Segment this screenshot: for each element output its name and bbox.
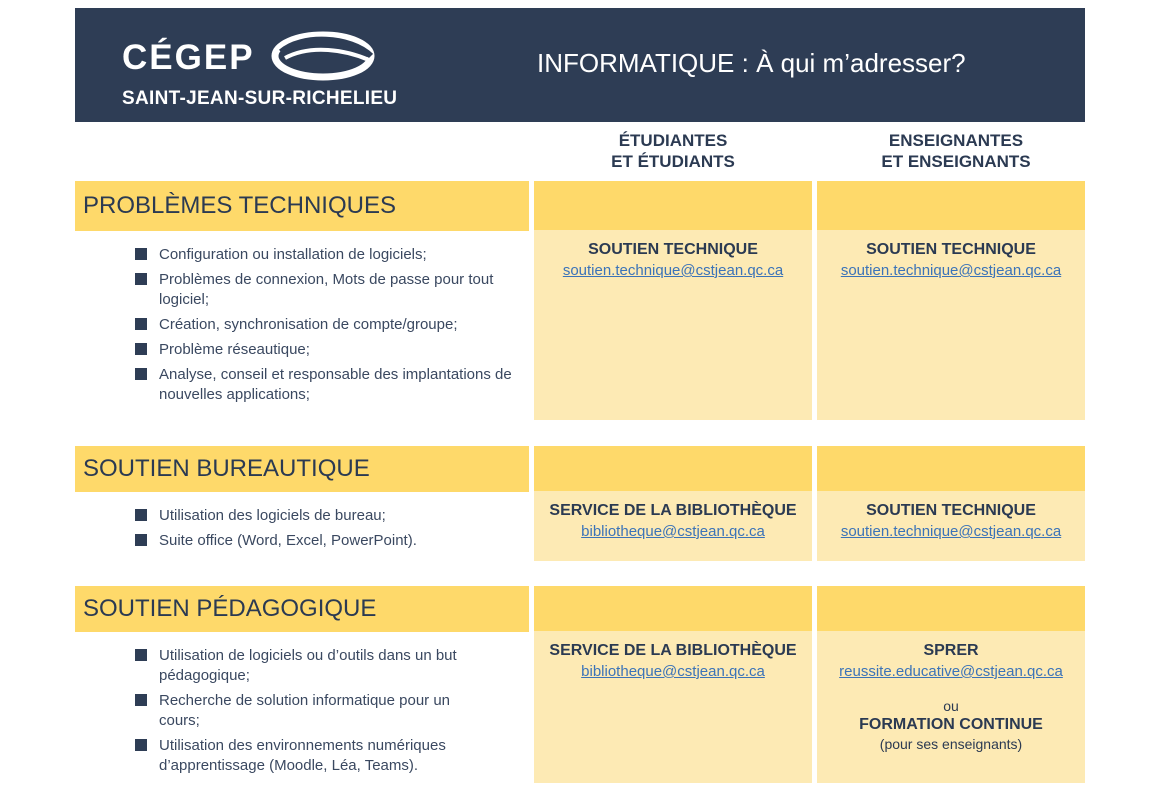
email-link[interactable]: soutien.technique@cstjean.qc.ca	[840, 262, 1062, 279]
page-title: INFORMATIQUE : À qui m’adresser?	[537, 48, 966, 78]
service-note: (pour ses enseignants)	[879, 736, 1023, 752]
list-item-text: Analyse, conseil et responsable des implantations de nouvelles applications;	[159, 366, 512, 403]
square-bullet-icon	[135, 343, 147, 355]
square-bullet-icon	[135, 248, 147, 260]
logo-swoosh-icon	[271, 26, 381, 86]
column-heading-teachers	[817, 130, 1095, 172]
email-link[interactable]: reussite.educative@cstjean.qc.ca	[839, 663, 1063, 680]
email-link[interactable]: bibliotheque@cstjean.qc.ca	[581, 663, 765, 680]
section-band	[817, 446, 1085, 491]
service-name: SERVICE DE LA BIBLIOTHÈQUE	[549, 502, 797, 519]
square-bullet-icon	[135, 649, 147, 661]
or-separator: ou	[943, 698, 959, 714]
list-item-text: Suite office (Word, Excel, PowerPoint).	[159, 532, 417, 549]
section-band	[817, 586, 1085, 631]
contact-cell-students	[534, 631, 812, 783]
column-heading-line: ET ENSEIGNANTS	[881, 152, 1031, 171]
section-band	[534, 586, 812, 631]
list-item	[135, 531, 530, 551]
email-link[interactable]: soutien.technique@cstjean.qc.ca	[840, 523, 1062, 540]
service-name: SERVICE DE LA BIBLIOTHÈQUE	[549, 642, 797, 659]
list-item-text: Utilisation des environnements numériques d’apprentissage (Moodle, Léa, Teams).	[159, 737, 446, 774]
service-name-secondary: FORMATION CONTINUE	[859, 716, 1043, 733]
square-bullet-icon	[135, 368, 147, 380]
section-band	[534, 181, 812, 230]
square-bullet-icon	[135, 739, 147, 751]
list-item-text: Configuration ou installation de logiciels;	[159, 246, 427, 263]
service-name: SOUTIEN TECHNIQUE	[588, 241, 758, 258]
contact-cell-students	[534, 230, 812, 420]
email-link[interactable]: bibliotheque@cstjean.qc.ca	[581, 523, 765, 540]
logo-subtitle: SAINT-JEAN-SUR-RICHELIEU	[122, 88, 398, 109]
contact-cell-students	[534, 491, 812, 561]
section-title: SOUTIEN PÉDAGOGIQUE	[75, 586, 529, 632]
square-bullet-icon	[135, 273, 147, 285]
list-item	[135, 340, 530, 360]
list-item	[135, 270, 530, 310]
logo-wordmark: CÉGEP	[122, 38, 255, 77]
square-bullet-icon	[135, 534, 147, 546]
square-bullet-icon	[135, 509, 147, 521]
list-item-text: Recherche de solution informatique pour un cours;	[159, 692, 451, 729]
email-link[interactable]: soutien.technique@cstjean.qc.ca	[562, 262, 784, 279]
list-item	[135, 646, 495, 686]
list-item	[135, 365, 530, 405]
list-item	[135, 736, 495, 776]
list-item-text: Utilisation de logiciels ou d’outils dans un but pédagogique;	[159, 647, 457, 684]
column-heading-line: ÉTUDIANTES	[618, 131, 728, 150]
column-heading-line: ET ÉTUDIANTS	[611, 152, 735, 171]
list-item	[135, 506, 530, 526]
section-band	[534, 446, 812, 491]
list-item-text: Problèmes de connexion, Mots de passe pour tout logiciel;	[159, 271, 494, 308]
list-item-text: Utilisation des logiciels de bureau;	[159, 507, 386, 524]
list-item	[135, 245, 530, 265]
service-name: SOUTIEN TECHNIQUE	[866, 502, 1036, 519]
contact-cell-teachers	[817, 631, 1085, 783]
item-list	[135, 646, 495, 781]
service-name: SOUTIEN TECHNIQUE	[866, 241, 1036, 258]
contact-cell-teachers	[817, 491, 1085, 561]
section-band	[817, 181, 1085, 230]
item-list	[135, 245, 530, 410]
list-item	[135, 691, 495, 731]
section-title: PROBLÈMES TECHNIQUES	[75, 181, 529, 231]
list-item-text: Problème réseautique;	[159, 341, 310, 358]
header-banner	[75, 8, 1085, 122]
list-item	[135, 315, 530, 335]
column-heading-line: ENSEIGNANTES	[888, 131, 1024, 150]
item-list	[135, 506, 530, 556]
contact-cell-teachers	[817, 230, 1085, 420]
service-name: SPRER	[923, 642, 979, 659]
square-bullet-icon	[135, 318, 147, 330]
column-heading-students	[534, 130, 812, 172]
square-bullet-icon	[135, 694, 147, 706]
list-item-text: Création, synchronisation de compte/groupe;	[159, 316, 458, 333]
section-title: SOUTIEN BUREAUTIQUE	[75, 446, 529, 492]
